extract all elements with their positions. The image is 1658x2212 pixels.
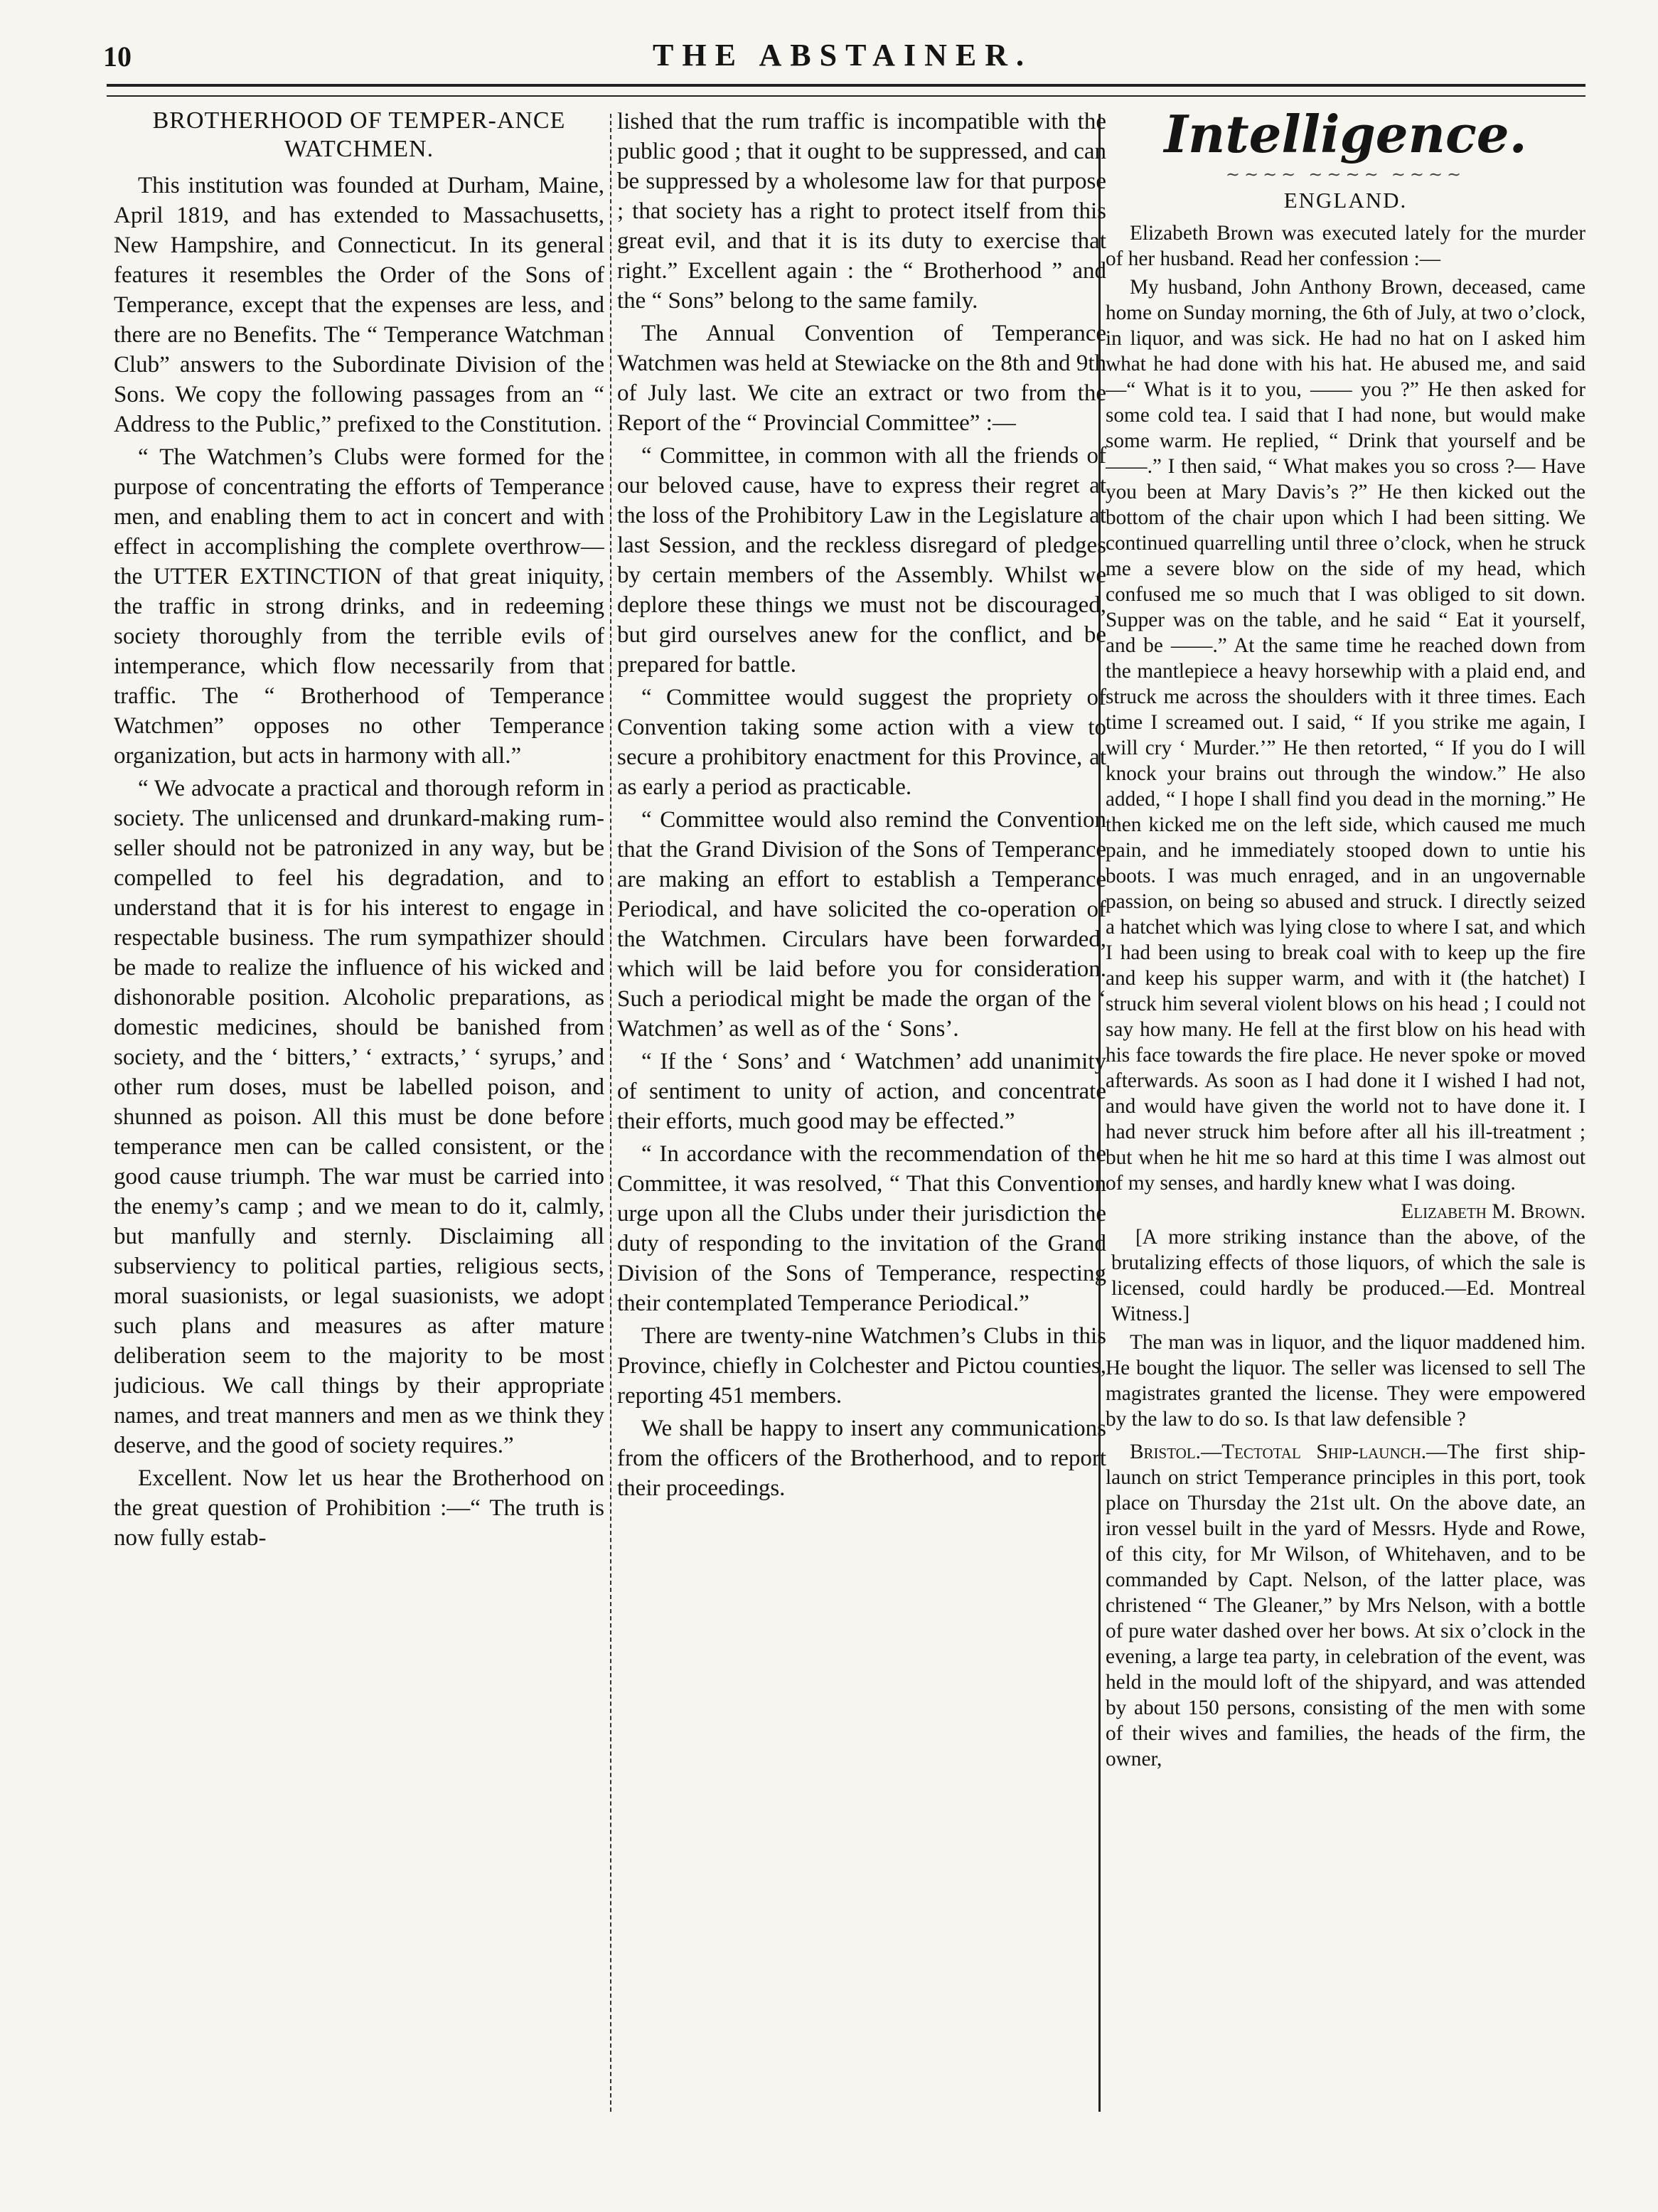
page-header — [103, 27, 1582, 78]
paragraph: “ If the ‘ Sons’ and ‘ Watchmen’ add unanimity of sentiment to unity of action, and concentrate their efforts, much good may be effected.” — [617, 1049, 1106, 1134]
paragraph: lished that the rum traffic is incompatible with the public good ; that it ought to be suppressed, and can be suppressed by a wholesome law for that purpose ; that society has a right to protect itself from this great evil, and that it is its duty to exercise that right.” Excellent again : the “ Brotherhood ” and the “ Sons” belong to the same family. — [617, 109, 1106, 314]
paragraph: “ The Watchmen’s Clubs were formed for the purpose of concentrating the efforts of Temperance men, and enabling them to act in concert and with effect in accomplishing the complete overthrow—the UTTER EXTINCTION of that great iniquity, the traffic in strong drinks, and in redeeming society thoroughly from the terrible evils of intemperance, which flow necessarily from that traffic. The “ Brotherhood of Temperance Watchmen” opposes no other Temperance organization, but acts in harmony with all.” — [114, 444, 604, 769]
ornament-rule: ∼∼∼∼ ∼∼∼∼ ∼∼∼∼ — [1225, 166, 1466, 184]
column-1 — [114, 107, 604, 2183]
news-item — [1106, 1439, 1585, 1772]
column-2 — [617, 107, 1106, 2183]
editor-note: [A more striking instance than the above, of the brutalizing effects of those liquors, of which the sale is licensed, could hardly be produced.—Ed. Montreal Witness.] — [1111, 1226, 1585, 1325]
paragraph: Elizabeth Brown was executed lately for the murder of her husband. Read her confession :— — [1106, 222, 1585, 270]
paragraph: We shall be happy to insert any communications from the officers of the Brotherhood, and to report their proceedings. — [617, 1416, 1106, 1501]
paragraph: This institution was founded at Durham, Maine, April 1819, and has extended to Massachusetts, New Hampshire, and Connecticut. In its general features it resembles the Order of the Sons of Temperance, except that the expenses are less, and there are no Benefits. The “ Temperance Watchman Club” answers to the Subordinate Division of the Sons. We copy the following passages from an “ Address to the Public,” prefixed to the Constitution. — [114, 173, 604, 437]
paragraph: “ Committee, in common with all the friends of our beloved cause, have to express their regret at the loss of the Prohibitory Law in the Legislature at last Session, and the reckless disregard of pledges by certain members of the Assembly. Whilst we deplore these things we must not be discouraged, but gird ourselves anew for the conflict, and be prepared for battle. — [617, 443, 1106, 678]
subheading: ENGLAND. — [1283, 188, 1408, 213]
paragraph: “ Committee would also remind the Convention that the Grand Division of the Sons of Temperance are making an effort to establish a Temperance Periodical, and have solicited the co-operation of the Watchmen. Circulars have been forwarded, which will be laid before you for consideration. Such a periodical might be made the organ of the ‘ Watchmen’ as well as of the ‘ Sons’. — [617, 807, 1106, 1042]
confession-paragraph: My husband, John Anthony Brown, deceased, came home on Sunday morning, the 6th of July, at two o’clock, in liquor, and was sick. He had no hat on I asked him what he had done with his hat. He abused me, and said—“ What is it to you, —— you ?” He then asked for some cold tea. I said that I had none, but would make some warm. He replied, “ Drink that yourself and be ——.” I then said, “ What makes you so cross ?— Have you been at Mary Davis’s ?” He then kicked out the bottom of the chair upon which I had been sitting. We continued quarrelling until three o’clock, when he struck me a severe blow on the side of my head, which confused me so much that I was obliged to sit down. Supper was on the table, and he said “ Eat it yourself, and be ——.” At the same time he reached down from the mantlepiece a heavy horsewhip with a plaid end, and struck me across the shoulders with it three times. Each time I screamed out. I said, “ If you strike me again, I will cry ‘ Murder.’” He then retorted, “ If you do I will knock your brains out through the window.” He also added, “ I hope I shall find you dead in the morning.” He then kicked me on the left side, which caused me much pain, and he immediately stooped down to untie his boots. I was much enraged, and in an ungovernable passion, on being so abused and struck. I directly seized a hatchet which was lying close to where I sat, and which I had been using to break coal with to keep up the fire and keep his supper warm, and with it (the hatchet) I struck him several violent blows on his head ; I could not say how many. He fell at the first blow on his head with his face towards the fire place. He never spoke or moved afterwards. As soon as I had done it I wished I had not, and would have given the world not to have done it. I had never struck him before after all his ill-treatment ; but when he hit me so hard at this time I was almost out of my senses, and hardly knew what I was doing. — [1106, 276, 1585, 1195]
paragraph: “ We advocate a practical and thorough reform in society. The unlicensed and drunkard-making rum-seller should not be patronized in any way, but be compelled to feel his degradation, and to understand that it is for his interest to engage in respectable business. The rum sympathizer should be made to realize the influence of his wicked and dishonorable position. Alcoholic preparations, as domestic medicines, should be banished from society, and the ‘ bitters,’ ‘ extracts,’ ‘ syrups,’ and other rum doses, must be labelled poison, and shunned as poison. All this must be done before temperance men can be called consistent, or the good cause triumph. The war must be carried into the enemy’s camp ; and we mean to do it, calmly, but manfully and sternly. Disclaiming all subserviency to political parties, religious sects, moral suasionists, or legal suasionists, we adopt such plans and measures as after mature deliberation seem to the majority to be most judicious. We call things by their appropriate names, and treat manners and men as we think they deserve, and the good of society requires.” — [114, 776, 604, 1458]
column-divider — [610, 114, 611, 2112]
paragraph: The Annual Convention of Temperance Watchmen was held at Stewiacke on the 8th and 9th of July last. We cite an extract or two from the Report of the “ Provincial Committee” :— — [617, 321, 1106, 436]
masthead-title: THE ABSTAINER. — [653, 38, 1032, 73]
section-heading: Intelligence. — [1164, 107, 1527, 164]
paragraph: There are twenty-nine Watchmen’s Clubs in this Province, chiefly in Colchester and Pictou counties, reporting 451 members. — [617, 1323, 1106, 1409]
signature: Elizabeth M. Brown. — [1401, 1200, 1585, 1223]
page-number: 10 — [103, 41, 132, 73]
article-heading: BROTHERHOOD OF TEMPER-ANCE WATCHMEN. — [152, 107, 566, 162]
news-item-lead: Bristol.—Tectotal Ship-launch. — [1130, 1441, 1427, 1463]
news-item-text: —The first ship-launch on strict Temperance principles in this port, took place on Thursday the 21st ult. On the above date, an iron vessel built in the yard of Messrs. Hyde and Rowe, of this city, for Mr Wilson, of Whitehaven, and to be commanded by Capt. Nelson, of the latter place, was christened “ The Gleaner,” by Mrs Nelson, with a bottle of pure water dashed over her bows. At six o’clock in the evening, a large tea party, in celebration of the event, was held in the mould loft of the shipyard, and was attended by about 150 persons, consisting of the men with some of their wives and families, the heads of the firm, the owner, — [1106, 1441, 1585, 1770]
header-rule — [107, 84, 1585, 97]
paragraph: The man was in liquor, and the liquor maddened him. He bought the liquor. The seller was licensed to sell The magistrates granted the license. They were empowered by the law to do so. Is that law defensible ? — [1106, 1331, 1585, 1431]
paragraph: “ In accordance with the recommendation of the Committee, it was resolved, “ That this Convention urge upon all the Clubs under their jurisdiction the duty of responding to the invitation of the Grand Division of the Sons of Temperance, respecting their contemplated Temperance Periodical.” — [617, 1141, 1106, 1316]
column-3 — [1106, 107, 1585, 2183]
paragraph: Excellent. Now let us hear the Brotherhood on the great question of Prohibition :—“ The truth is now fully estab- — [114, 1465, 604, 1551]
paragraph: “ Committee would suggest the propriety of Convention taking some action with a view to secure a prohibitory enactment for this Province, at as early a period as practicable. — [617, 685, 1106, 800]
